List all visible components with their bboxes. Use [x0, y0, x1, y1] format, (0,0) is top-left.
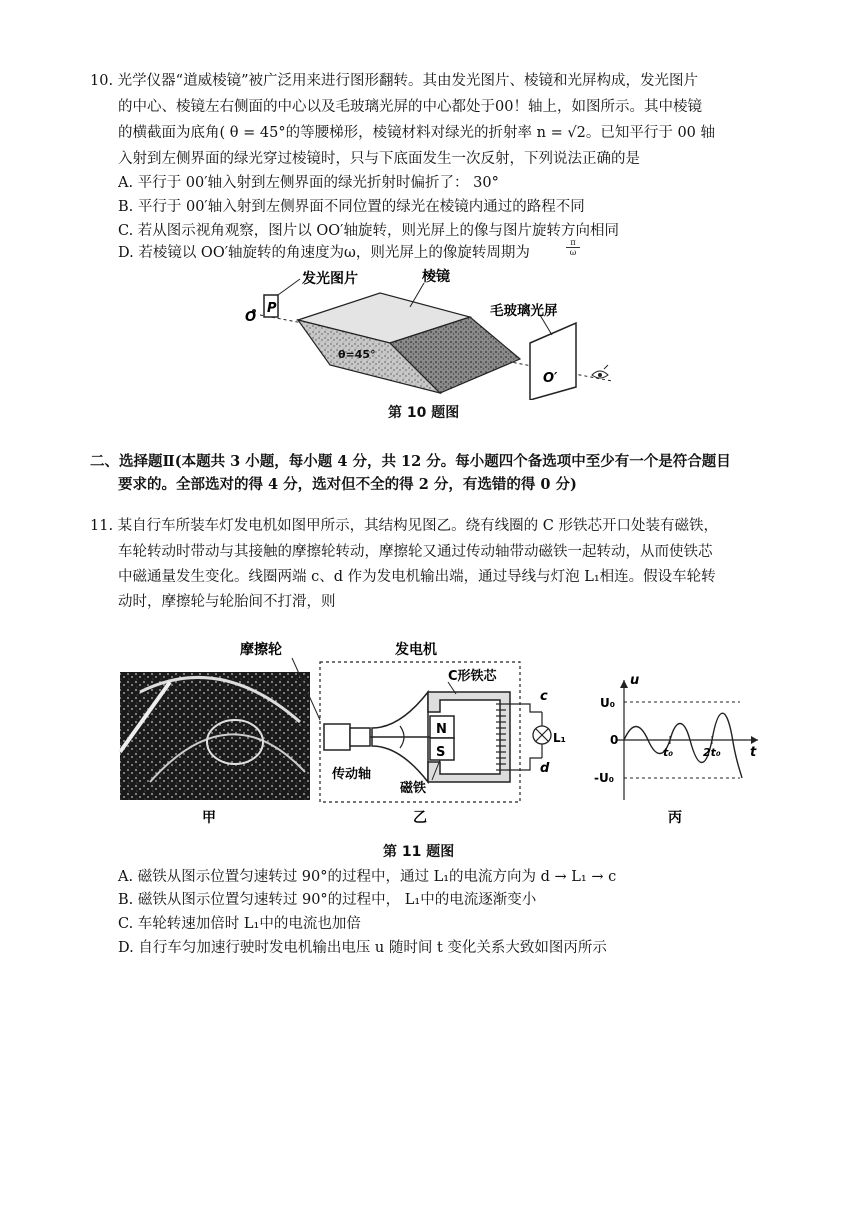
label-zero: 0 — [610, 733, 619, 747]
q11-stem-line-4: 动时，摩擦轮与轮胎间不打滑，则 — [118, 594, 336, 610]
subfigure-label-yi: 乙 — [413, 810, 427, 826]
observer-eye-icon — [592, 365, 608, 378]
fraction-denominator: ω — [569, 248, 577, 257]
label-N: N — [436, 722, 447, 737]
lamp-L1-icon — [533, 726, 551, 744]
q10-option-d-fraction — [566, 238, 580, 257]
q11-option-b: B. 磁铁从图示位置匀速转过 90°的过程中， L₁中的电流逐渐变小 — [118, 892, 537, 908]
label-L1: L₁ — [553, 731, 566, 745]
q11-option-d: D. 自行车匀加速行驶时发电机输出电压 u 随时间 t 变化关系大致如图丙所示 — [118, 940, 607, 956]
picture-pointer-line — [278, 279, 300, 295]
q10-option-a: A. 平行于 00′轴入射到左侧界面的绿光折射时偏折了： 30° — [118, 175, 499, 191]
label-2t0: 2t₀ — [703, 746, 721, 759]
u-axis-arrow — [620, 680, 628, 688]
label-P: P — [267, 301, 277, 316]
label-Oprime: O′ — [543, 371, 558, 386]
label-screen: 毛玻璃光屏 — [490, 303, 558, 319]
q11-option-a: A. 磁铁从图示位置匀速转过 90°的过程中，通过 L₁的电流方向为 d → L₁ → c — [118, 869, 617, 885]
label-c: c — [540, 689, 548, 704]
q10-option-b: B. 平行于 00′轴入射到左侧界面不同位置的绿光在棱镜内通过的路程不同 — [118, 199, 585, 215]
label-u: u — [630, 673, 640, 688]
wire-bottom — [506, 758, 542, 770]
wire-top — [506, 704, 542, 712]
label-negU0: -U₀ — [594, 771, 614, 785]
figure-jia-bicycle-photo — [120, 672, 310, 800]
label-t0: t₀ — [663, 746, 674, 759]
figure-11-generator — [110, 632, 770, 832]
figure-bing-ut-graph — [616, 680, 758, 800]
section-2-heading-line-2: 要求的。全部选对的得 4 分，选对但不全的得 2 分，有选错的得 0 分) — [118, 476, 577, 493]
label-generator: 发电机 — [395, 642, 437, 658]
frosted-glass-screen — [530, 323, 576, 400]
fraction-numerator: π — [570, 238, 576, 247]
figure-10-caption: 第 10 题图 — [388, 405, 460, 421]
label-S: S — [436, 745, 446, 760]
q10-stem-line-1: 10. 光学仪器“道威棱镜”被广泛用来进行图形翻转。其由发光图片、棱镜和光屏构成，发光图片 — [90, 73, 698, 89]
label-shaft: 传动轴 — [332, 767, 372, 782]
q11-stem-line-2: 车轮转动时带动与其接触的摩擦轮转动，摩擦轮又通过传动轴带动磁铁一起转动，从而使铁芯 — [118, 544, 713, 560]
figure-11-caption: 第 11 题图 — [383, 844, 455, 860]
q11-stem-line-1: 11. 某自行车所装车灯发电机如图甲所示，其结构见图乙。绕有线圈的 C 形铁芯开口处装有磁铁， — [90, 518, 718, 534]
label-magnet: 磁铁 — [400, 781, 427, 796]
q10-stem-line-2: 的中心、棱镜左右侧面的中心以及毛玻璃光屏的中心都处于00！轴上，如图所示。其中棱镜 — [118, 99, 702, 115]
shaft-coupler — [350, 728, 370, 746]
subfigure-label-jia: 甲 — [202, 810, 216, 826]
q11-stem-line-3: 中磁通量发生变化。线圈两端 c、d 作为发电机输出端，通过导线与灯泡 L₁相连。假设车轮转 — [118, 569, 716, 585]
q11-option-c: C. 车轮转速加倍时 L₁中的电流也加倍 — [118, 916, 361, 932]
section-2-heading-line-1: 二、选择题Ⅱ(本题共 3 小题，每小题 4 分，共 12 分。每小题四个备选项中至少有一个是符合题目 — [90, 453, 731, 470]
label-picture: 发光图片 — [302, 271, 358, 287]
label-U0: U₀ — [600, 696, 615, 710]
label-angle: θ=45° — [338, 348, 376, 361]
label-friction-wheel: 摩擦轮 — [240, 642, 282, 658]
q10-stem-line-3: 的横截面为底角( θ = 45°的等腰梯形，棱镜材料对绿光的折射率 n = √2。已知平行于 00 轴 — [118, 125, 716, 141]
label-O: O — [245, 310, 257, 325]
label-d: d — [540, 761, 550, 776]
label-prism: 棱镜 — [422, 269, 450, 285]
friction-wheel — [324, 724, 350, 750]
q10-stem-line-4: 入射到左侧界面的绿光穿过棱镜时，只与下底面发生一次反射，下列说法正确的是 — [118, 151, 640, 167]
t-axis-arrow — [751, 736, 758, 744]
q10-option-d: D. 若棱镜以 OO′轴旋转的角速度为ω，则光屏上的像旋转周期为 — [118, 245, 530, 261]
label-core: C形铁芯 — [448, 669, 497, 684]
figure-10-dove-prism — [240, 265, 630, 400]
q10-option-c: C. 若从图示视角观察，图片以 OO′轴旋转，则光屏上的像与图片旋转方向相同 — [118, 223, 619, 239]
label-t: t — [750, 745, 757, 760]
voltage-waveform — [624, 713, 742, 778]
subfigure-label-bing: 丙 — [668, 810, 682, 826]
